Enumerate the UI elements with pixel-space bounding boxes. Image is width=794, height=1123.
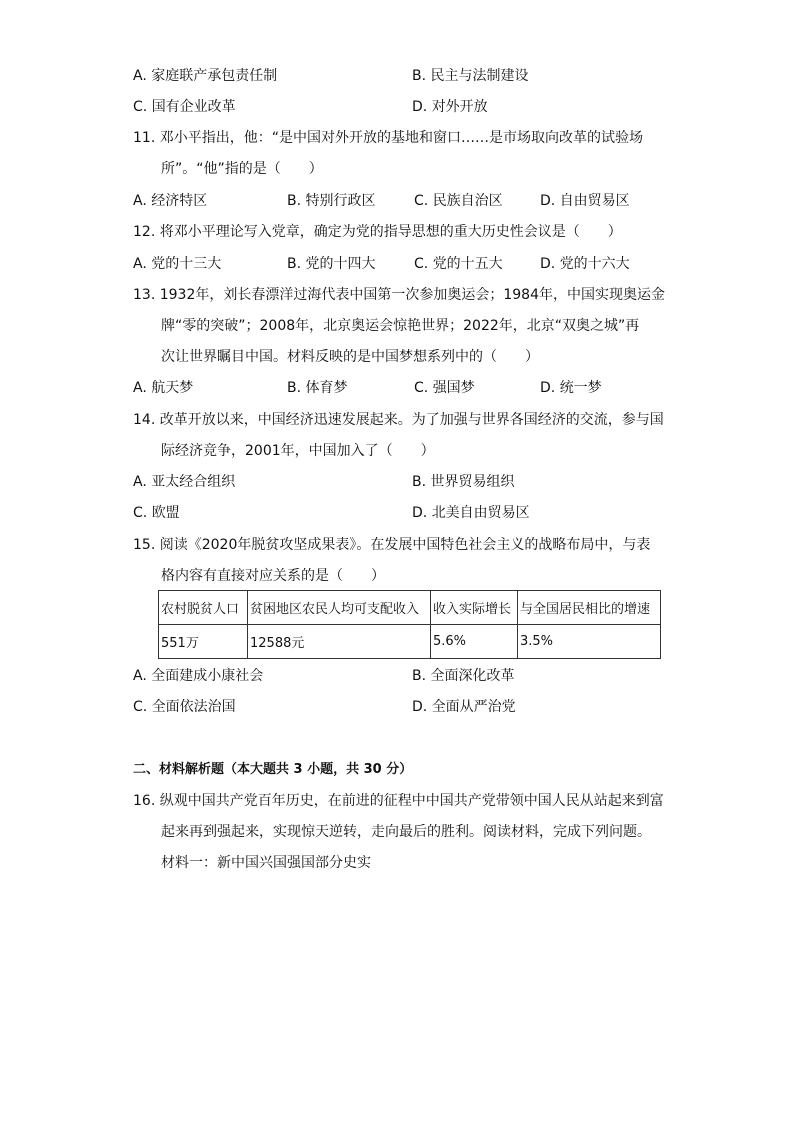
q14-option-b: B. 世界贸易组织 — [412, 474, 515, 490]
table-row — [159, 625, 661, 659]
q16-stem-line1: 16. 纵观中国共产党百年历史，在前进的征程中中国共产党带领中国人民从站起来到富 — [133, 793, 664, 809]
q11-option-d: D. 自由贸易区 — [540, 193, 630, 209]
table-cell: 12588元 — [248, 625, 431, 659]
q10-option-c: C. 国有企业改革 — [133, 99, 236, 115]
table-header-cell: 收入实际增长 — [431, 591, 518, 625]
q14-option-d: D. 北美自由贸易区 — [412, 505, 530, 521]
q14-option-a: A. 亚太经合组织 — [133, 474, 236, 490]
table-cell: 551万 — [159, 625, 248, 659]
q11-number: 11. — [133, 130, 156, 146]
q15-option-d: D. 全面从严治党 — [412, 699, 516, 715]
q14-number: 14. — [133, 412, 156, 428]
table-header-cell: 农村脱贫人口 — [159, 591, 248, 625]
q13-stem-line2: 牌“零的突破”；2008年，北京奥运会惊艳世界；2022年，北京“双奥之城”再 — [161, 318, 640, 334]
q10-option-b: B. 民主与法制建设 — [412, 68, 529, 84]
q14-stem-line1: 14. 改革开放以来，中国经济迅速发展起来。为了加强与世界各国经济的交流，参与国 — [133, 412, 664, 428]
q15-option-a: A. 全面建成小康社会 — [133, 668, 264, 684]
q11-stem-line2: 所”。“他”指的是（ ） — [161, 161, 323, 177]
q15-stem-line1: 15. 阅读《2020年脱贫攻坚成果表》。在发展中国特色社会主义的战略布局中，与表 — [133, 537, 651, 553]
q13-option-b: B. 体育梦 — [287, 380, 348, 396]
q16-number: 16. — [133, 793, 156, 809]
table-header-cell: 与全国居民相比的增速 — [518, 591, 661, 625]
q10-option-d: D. 对外开放 — [412, 99, 488, 115]
q12-number: 12. — [133, 224, 156, 240]
q12-stem-line1: 12. 将邓小平理论写入党章，确定为党的指导思想的重大历史性会议是（ ） — [133, 224, 622, 240]
q13-option-a: A. 航天梦 — [133, 380, 194, 396]
q13-stem-line3: 次让世界瞩目中国。材料反映的是中国梦想系列中的（ ） — [161, 349, 539, 365]
table-cell: 3.5% — [518, 625, 661, 659]
q13-number: 13. — [133, 287, 156, 303]
q16-stem-line2: 起来再到强起来，实现惊天逆转，走向最后的胜利。阅读材料，完成下列问题。 — [161, 824, 651, 840]
q14-option-c: C. 欧盟 — [133, 505, 180, 521]
table-cell: 5.6% — [431, 625, 518, 659]
poverty-results-table — [158, 590, 661, 659]
q12-option-a: A. 党的十三大 — [133, 256, 222, 272]
q10-option-a: A. 家庭联产承包责任制 — [133, 68, 278, 84]
q12-option-d: D. 党的十六大 — [540, 256, 630, 272]
q13-option-d: D. 统一梦 — [540, 380, 602, 396]
q12-option-b: B. 党的十四大 — [287, 256, 376, 272]
q11-stem-line1: 11. 邓小平指出，他：“是中国对外开放的基地和窗口……是市场取向改革的试验场 — [133, 130, 643, 146]
q11-option-b: B. 特别行政区 — [287, 193, 376, 209]
table-header-cell: 贫困地区农民人均可支配收入 — [248, 591, 431, 625]
q12-option-c: C. 党的十五大 — [414, 256, 503, 272]
q15-option-c: C. 全面依法治国 — [133, 699, 236, 715]
q11-option-a: A. 经济特区 — [133, 193, 208, 209]
q14-stem-line2: 际经济竞争，2001年，中国加入了（ ） — [161, 443, 435, 459]
q16-material-one-title: 材料一：新中国兴国强国部分史实 — [161, 855, 371, 871]
q15-option-b: B. 全面深化改革 — [412, 668, 515, 684]
q15-stem-line2: 格内容有直接对应关系的是（ ） — [161, 568, 385, 584]
q11-option-c: C. 民族自治区 — [414, 193, 503, 209]
q13-stem-line1: 13. 1932年，刘长春漂洋过海代表中国第一次参加奥运会；1984年，中国实现奥运金 — [133, 287, 665, 303]
q15-number: 15. — [133, 537, 156, 553]
q13-option-c: C. 强国梦 — [414, 380, 475, 396]
table-header-row — [159, 591, 661, 625]
section-heading: 二、材料解析题（本大题共 3 小题，共 30 分） — [133, 762, 413, 777]
